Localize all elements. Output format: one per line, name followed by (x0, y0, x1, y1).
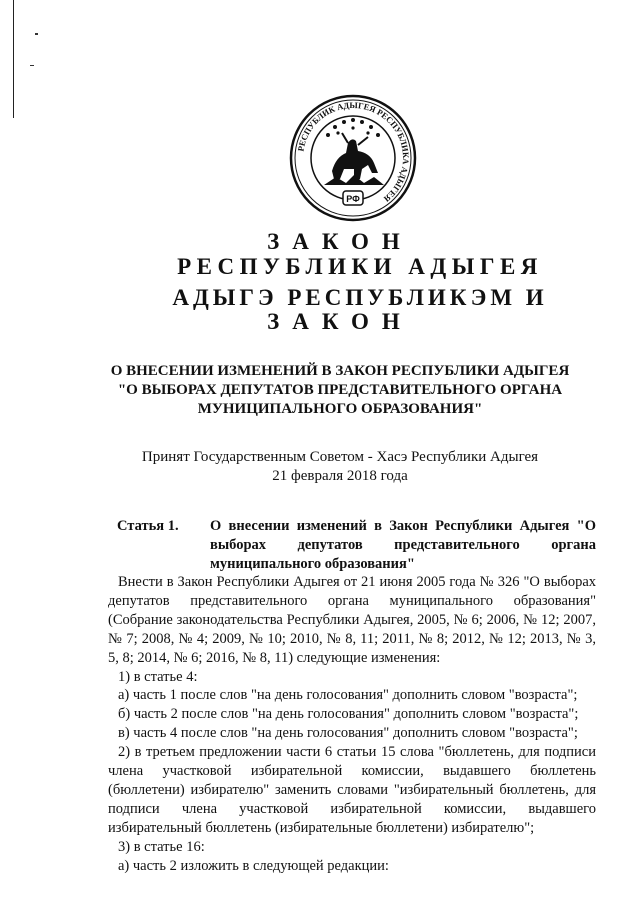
adygea-coat-of-arms-icon (288, 93, 418, 223)
scan-margin-line (13, 0, 14, 118)
body-paragraph: в) часть 4 после слов "на день голосования" дополнить словом "возраста"; (118, 725, 578, 742)
body-paragraph: 1) в статье 4: (118, 668, 198, 685)
law-subtitle-line-3: МУНИЦИПАЛЬНОГО ОБРАЗОВАНИЯ" (197, 401, 483, 417)
law-subtitle (80, 362, 600, 419)
law-title-line-3: АДЫГЭ РЕСПУБЛИКЭМ И (172, 285, 548, 310)
adoption-notice-line-1: Принят Государственным Советом - Хасэ Республики Адыгея (141, 449, 539, 465)
law-subtitle-line-2: "О ВЫБОРАХ ДЕПУТАТОВ ПРЕДСТАВИТЕЛЬНОГО ОРГАНА (117, 382, 563, 398)
law-title-line-2: РЕСПУБЛИКИ АДЫГЕЯ (177, 254, 543, 279)
law-title-line-4: ЗАКОН (267, 309, 413, 334)
article-title: О внесении изменений в Закон Республики Адыгея "О выборах депутатов представительного органа муниципального образования" (210, 518, 596, 572)
adoption-date: 21 февраля 2018 года (272, 468, 408, 484)
body-paragraph: а) часть 1 после слов "на день голосования" дополнить словом "возраста"; (118, 687, 578, 704)
adoption-notice (100, 448, 580, 486)
article-body (108, 573, 596, 876)
scan-speck (30, 65, 34, 66)
body-paragraph: а) часть 2 изложить в следующей редакции: (118, 857, 389, 874)
law-title-line-1: ЗАКОН (267, 229, 413, 254)
body-paragraph: 3) в статье 16: (118, 838, 205, 855)
body-paragraph: Внести в Закон Республики Адыгея от 21 июня 2005 года № 326 "О выборах депутатов представительного органа муниципального образования" (Собрание законодательства Республики Адыгея, 2005, № 6; 2006, № 12; 2007, № 7; 2008, № 4; 2009, № 10; 2010, № 8, 11; 2011, № 8; 2012, № 12; 2013, № 3, 5, 8; 2014, № 6; 2016, № 8, 11) следующие изменения: (108, 574, 596, 666)
scan-speck (35, 33, 38, 35)
body-paragraph: б) часть 2 после слов "на день голосования" дополнить словом "возраста"; (118, 706, 579, 723)
law-subtitle-line-1: О ВНЕСЕНИИ ИЗМЕНЕНИЙ В ЗАКОН РЕСПУБЛИКИ АДЫГЕЯ (110, 363, 570, 379)
emblem-monogram: РФ (346, 194, 360, 204)
emblem-ring-text: РЕСПУБЛИК АДЫГЕЯ РЕСПУБЛИКА АДЫГЕЯ (295, 99, 412, 205)
article-number: Статья 1. (117, 518, 179, 534)
body-paragraph: 2) в третьем предложении части 6 статьи 15 слова "бюллетень, для подписи члена участковой избирательной комиссии, выдавшего бюллетень (бюллетени) избирателю" заменить словами "избирательный бюллетень, для подписи члена участковой избирательной комиссии, выдавшего избирательный бюллетень (избирательные бюллетени) избирателю"; (108, 744, 596, 836)
